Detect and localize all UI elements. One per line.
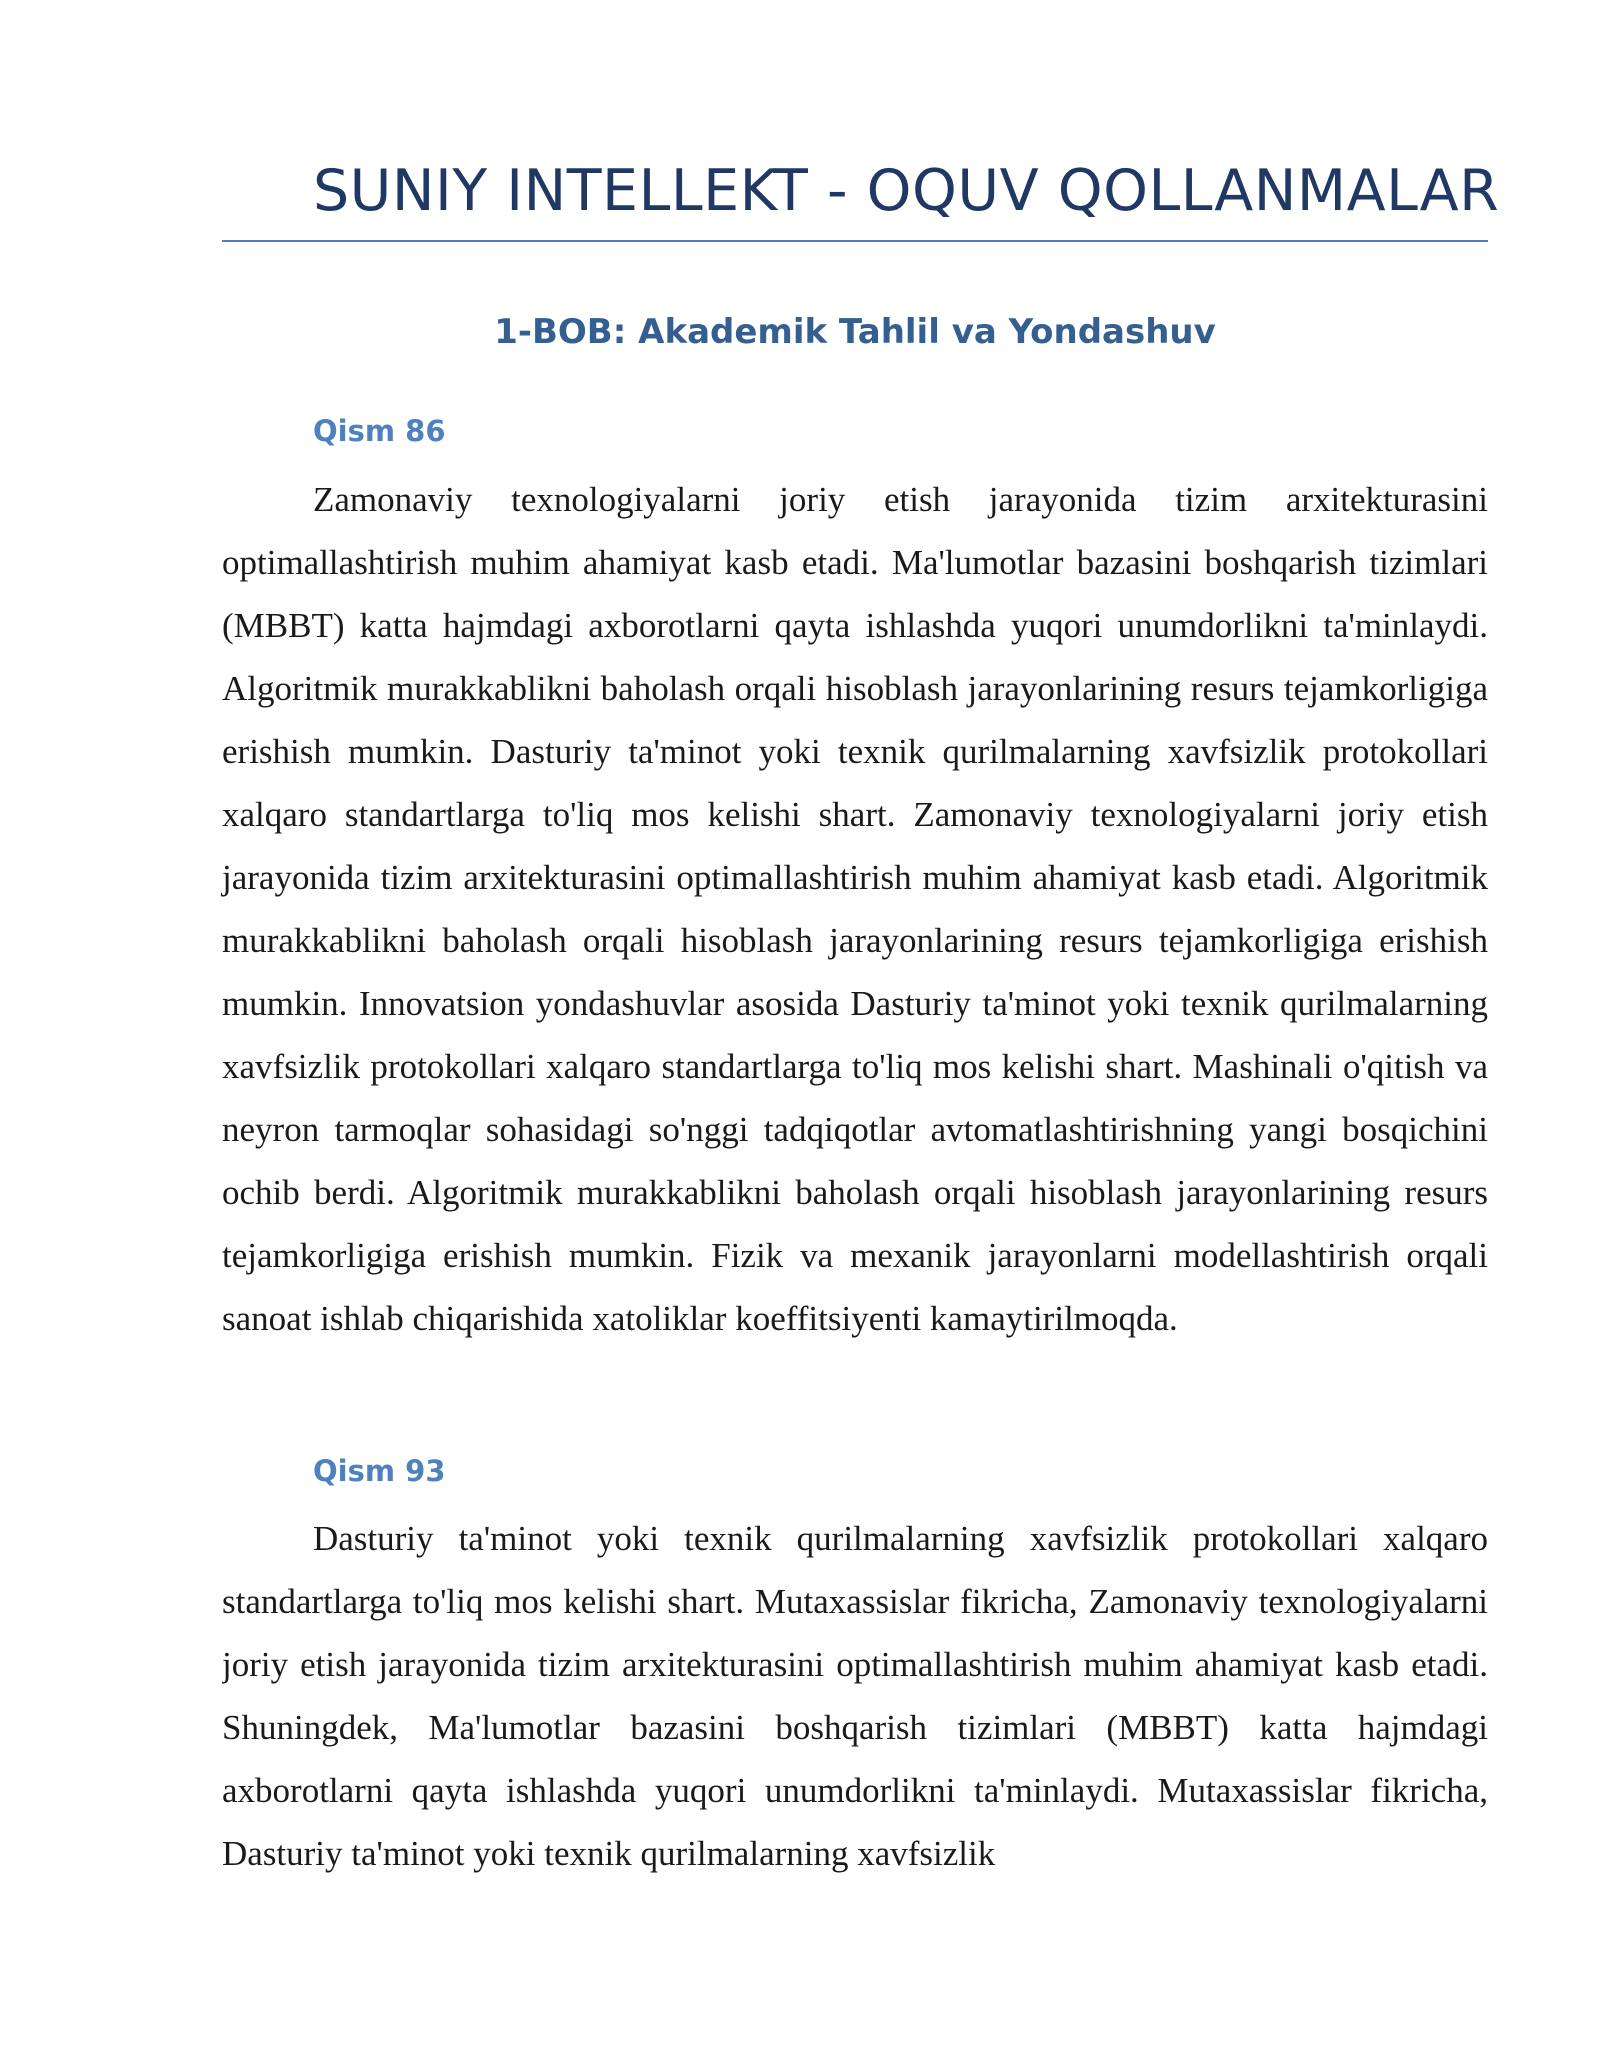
title-underline-divider <box>222 240 1488 242</box>
section-paragraph: Dasturiy ta'minot yoki texnik qurilmalarning xavfsizlik protokollari xalqaro standartlarga to'liq mos kelishi shart. Mutaxassislar fikricha, Zamonaviy texnologiyalarni joriy etish jarayonida tizim arxitekturasini optimallashtirish muhim ahamiyat kasb etadi. Shuningdek, Ma'lumotlar bazasini boshqarish tizimlari (MBBT) katta hajmdagi axborotlarni qayta ishlashda yuqori unumdorlikni ta'minlaydi. Mutaxassislar fikricha, Dasturiy ta'minot yoki texnik qurilmalarning xavfsizlik <box>222 1519 1488 1873</box>
chapter-heading: 1-BOB: Akademik Tahlil va Yondashuv <box>494 312 1216 352</box>
section-paragraph: Zamonaviy texnologiyalarni joriy etish jarayonida tizim arxitekturasini optimallashtirish muhim ahamiyat kasb etadi. Ma'lumotlar bazasini boshqarish tizimlari (MBBT) katta hajmdagi axborotlarni qayta ishlashda yuqori unumdorlikni ta'minlaydi. Algoritmik murakkablikni baholash orqali hisoblash jarayonlarining resurs tejamkorligiga erishish mumkin. Dasturiy ta'minot yoki texnik qurilmalarning xavfsizlik protokollari xalqaro standartlarga to'liq mos kelishi shart. Zamonaviy texnologiyalarni joriy etish jarayonida tizim arxitekturasini optimallashtirish muhim ahamiyat kasb etadi. Algoritmik murakkablikni baholash orqali hisoblash jarayonlarining resurs tejamkorligiga erishish mumkin. Innovatsion yondashuvlar asosida Dasturiy ta'minot yoki texnik qurilmalarning xavfsizlik protokollari xalqaro standartlarga to'liq mos kelishi shart. Mashinali o'qitish va neyron tarmoqlar sohasidagi so'nggi tadqiqotlar avtomatlashtirishning yangi bosqichini ochib berdi. Algoritmik murakkablikni baholash orqali hisoblash jarayonlarining resurs tejamkorligiga erishish mumkin. Fizik va mexanik jarayonlarni modellashtirish orqali sanoat ishlab chiqarishida xatoliklar koeffitsiyenti kamaytirilmoqda. <box>222 480 1488 1338</box>
document-title: SUNIY INTELLEKT - OQUV QOLLANMALAR <box>313 158 1500 224</box>
section-heading: Qism 86 <box>313 414 446 448</box>
section-heading: Qism 93 <box>313 1454 446 1488</box>
